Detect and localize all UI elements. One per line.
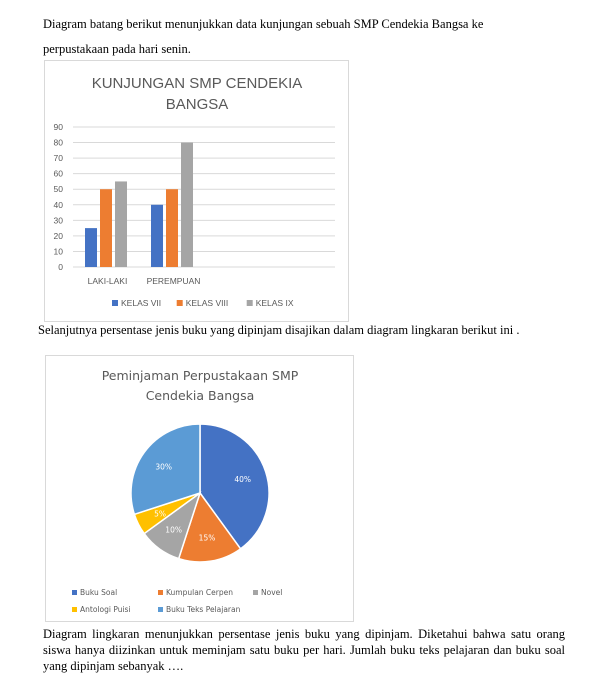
bar xyxy=(151,205,163,267)
chart-title: BANGSA xyxy=(165,96,229,113)
data-label: 30% xyxy=(155,462,173,472)
legend-swatch xyxy=(72,607,77,612)
pie-chart-frame xyxy=(45,355,354,622)
legend-label: KELAS IX xyxy=(255,298,294,308)
bar-chart xyxy=(45,61,350,323)
data-label: 15% xyxy=(198,533,216,543)
legend-label: Antologi Puisi xyxy=(80,605,131,614)
chart-title: Peminjaman Perpustakaan SMP xyxy=(101,368,299,383)
y-tick-label: 0 xyxy=(58,262,63,272)
bar xyxy=(100,189,112,267)
legend-swatch xyxy=(158,607,163,612)
data-label: 5% xyxy=(154,509,166,519)
legend-swatch xyxy=(247,300,253,306)
bar xyxy=(85,228,97,267)
legend-label: KELAS VIII xyxy=(185,298,229,308)
legend-label: Kumpulan Cerpen xyxy=(166,588,233,597)
legend-label: KELAS VII xyxy=(121,298,162,308)
y-tick-label: 60 xyxy=(53,168,63,179)
bar-chart-frame xyxy=(44,60,349,322)
chart-title: KUNJUNGAN SMP CENDEKIA xyxy=(91,75,303,92)
y-tick-label: 40 xyxy=(53,199,63,210)
chart-title: Cendekia Bangsa xyxy=(145,388,255,403)
y-tick-label: 20 xyxy=(53,230,63,241)
legend-label: Buku Teks Pelajaran xyxy=(166,605,241,614)
legend-swatch xyxy=(158,590,163,595)
y-tick-label: 70 xyxy=(53,153,63,164)
legend-label: Novel xyxy=(261,588,283,597)
bar xyxy=(181,143,193,267)
x-tick-label: LAKI-LAKI xyxy=(87,276,128,286)
question-paragraph: Diagram lingkaran menunjukkan persentase jenis buku yang dipinjam. Diketahui bahwa satu orang siswa hanya diizinkan untuk meminjam satu buku per hari. Jumlah buku teks pelajaran dan buku soal yang dipinjam sebanyak …. xyxy=(43,627,565,673)
y-tick-label: 10 xyxy=(53,246,63,257)
y-tick-label: 30 xyxy=(53,215,63,226)
legend-swatch xyxy=(177,300,183,306)
legend-swatch xyxy=(253,590,258,595)
y-tick-label: 90 xyxy=(53,122,63,132)
y-tick-label: 80 xyxy=(53,137,63,148)
middle-paragraph: Selanjutnya persentase jenis buku yang dipinjam disajikan dalam diagram lingkaran berikut ini . xyxy=(38,323,520,337)
bar xyxy=(115,181,127,267)
data-label: 10% xyxy=(165,525,182,535)
data-label: 40% xyxy=(234,475,251,485)
x-tick-label: PEREMPUAN xyxy=(146,276,201,286)
legend-label: Buku Soal xyxy=(80,588,118,597)
bar xyxy=(166,189,178,267)
pie-chart xyxy=(46,356,355,623)
intro-paragraph: Diagram batang berikut menunjukkan data kunjungan sebuah SMP Cendekia Bangsa ke perpustakaan pada hari senin. xyxy=(43,17,484,56)
y-tick-label: 50 xyxy=(53,184,63,195)
legend-swatch xyxy=(112,300,118,306)
legend-swatch xyxy=(72,590,77,595)
